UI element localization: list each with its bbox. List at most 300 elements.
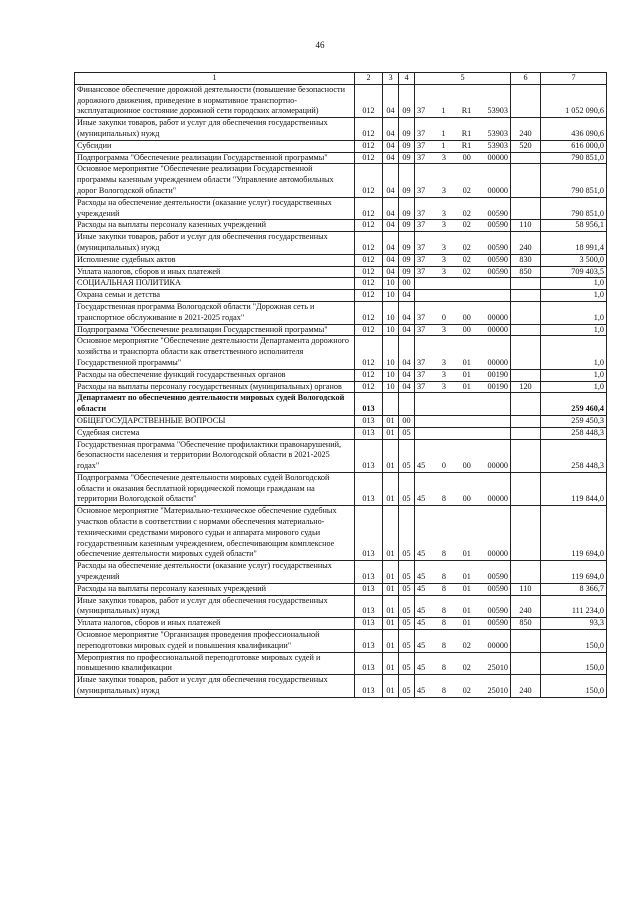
row-podrazdel: 09 bbox=[399, 152, 415, 164]
row-podrazdel: 05 bbox=[399, 439, 415, 472]
row-expense-type bbox=[511, 472, 541, 505]
row-sum: 150,0 bbox=[541, 630, 607, 653]
target-article-part: 8 bbox=[441, 686, 446, 696]
row-target-article bbox=[415, 84, 511, 117]
row-razdel: 01 bbox=[383, 415, 399, 427]
row-podrazdel: 04 bbox=[399, 324, 415, 336]
row-podrazdel: 04 bbox=[399, 290, 415, 302]
row-name: Расходы на обеспечение деятельности (оказание услуг) государственных учреждений bbox=[75, 197, 355, 220]
target-article-part: 02 bbox=[462, 266, 471, 276]
target-article-part: 3 bbox=[441, 208, 446, 218]
row-razdel: 04 bbox=[383, 84, 399, 117]
row-name: Расходы на выплаты персоналу государственных (муниципальных) органов bbox=[75, 381, 355, 393]
row-podrazdel: 05 bbox=[399, 583, 415, 595]
row-razdel: 04 bbox=[383, 232, 399, 255]
row-expense-type bbox=[511, 393, 541, 416]
target-article-part: 02 bbox=[462, 254, 471, 264]
row-podrazdel: 05 bbox=[399, 630, 415, 653]
row-razdel: 10 bbox=[383, 290, 399, 302]
row-expense-type bbox=[511, 369, 541, 381]
target-article-part: 00 bbox=[462, 312, 471, 322]
target-article-part: 01 bbox=[462, 357, 471, 367]
row-sum: 709 403,5 bbox=[541, 266, 607, 278]
row-ved: 013 bbox=[355, 393, 383, 416]
row-ved: 012 bbox=[355, 324, 383, 336]
row-razdel: 04 bbox=[383, 140, 399, 152]
row-ved: 012 bbox=[355, 381, 383, 393]
target-article-part: 1 bbox=[441, 128, 446, 138]
row-target-article bbox=[415, 220, 511, 232]
target-article-part: 00590 bbox=[487, 572, 508, 582]
target-article-part: 00590 bbox=[487, 266, 508, 276]
row-expense-type bbox=[511, 506, 541, 561]
table-row bbox=[75, 266, 607, 278]
target-article-part: 37 bbox=[417, 152, 426, 162]
header-cell: 7 bbox=[541, 73, 607, 85]
row-name: Субсидии bbox=[75, 140, 355, 152]
target-article-part: 02 bbox=[462, 185, 471, 195]
table-row bbox=[75, 336, 607, 369]
target-article-part: 02 bbox=[462, 686, 471, 696]
target-article-part: 00 bbox=[462, 461, 471, 471]
row-expense-type: 520 bbox=[511, 140, 541, 152]
row-name: Государственная программа Вологодской области "Дорожная сеть и транспортное обслуживание в 2021-2025 годах" bbox=[75, 301, 355, 324]
row-podrazdel: 05 bbox=[399, 427, 415, 439]
row-sum: 3 500,0 bbox=[541, 254, 607, 266]
target-article-part: 00000 bbox=[487, 312, 508, 322]
row-razdel: 10 bbox=[383, 324, 399, 336]
row-name: Уплата налогов, сборов и иных платежей bbox=[75, 266, 355, 278]
target-article-part: 01 bbox=[462, 369, 471, 379]
target-article-part: 8 bbox=[441, 640, 446, 650]
target-article-part: 25010 bbox=[487, 663, 508, 673]
row-target-article bbox=[415, 369, 511, 381]
target-article-part: 45 bbox=[417, 549, 426, 559]
target-article-part: 3 bbox=[441, 242, 446, 252]
row-expense-type bbox=[511, 630, 541, 653]
table-row bbox=[75, 369, 607, 381]
row-podrazdel: 09 bbox=[399, 164, 415, 197]
table-row bbox=[75, 439, 607, 472]
row-podrazdel: 09 bbox=[399, 140, 415, 152]
row-target-article bbox=[415, 278, 511, 290]
target-article-part: 45 bbox=[417, 461, 426, 471]
row-razdel: 10 bbox=[383, 381, 399, 393]
row-sum: 150,0 bbox=[541, 652, 607, 675]
target-article-part: 00 bbox=[462, 324, 471, 334]
target-article-part: 45 bbox=[417, 618, 426, 628]
target-article-part: 37 bbox=[417, 220, 426, 230]
row-name: Департамент по обеспечению деятельности мировых судей Вологодской области bbox=[75, 393, 355, 416]
target-article-part: 8 bbox=[441, 583, 446, 593]
target-article-part: 53903 bbox=[487, 106, 508, 116]
row-sum: 790 851,0 bbox=[541, 152, 607, 164]
row-ved: 013 bbox=[355, 618, 383, 630]
target-article-part: 53903 bbox=[487, 128, 508, 138]
row-razdel: 01 bbox=[383, 618, 399, 630]
target-article-part: 37 bbox=[417, 140, 426, 150]
row-razdel: 01 bbox=[383, 652, 399, 675]
target-article-part: 01 bbox=[462, 618, 471, 628]
row-expense-type bbox=[511, 301, 541, 324]
row-podrazdel: 05 bbox=[399, 561, 415, 584]
header-cell: 2 bbox=[355, 73, 383, 85]
row-podrazdel: 09 bbox=[399, 220, 415, 232]
row-target-article bbox=[415, 140, 511, 152]
row-name: Подпрограмма "Обеспечение деятельности мировых судей Вологодской области и оказания бесплатной юридической помощи гражданам на территории Вологодской области" bbox=[75, 472, 355, 505]
row-sum: 259 460,4 bbox=[541, 393, 607, 416]
table-row bbox=[75, 583, 607, 595]
row-sum: 58 956,1 bbox=[541, 220, 607, 232]
row-name: ОБЩЕГОСУДАРСТВЕННЫЕ ВОПРОСЫ bbox=[75, 415, 355, 427]
table-row bbox=[75, 630, 607, 653]
header-cell: 4 bbox=[399, 73, 415, 85]
row-razdel: 04 bbox=[383, 152, 399, 164]
row-podrazdel: 00 bbox=[399, 278, 415, 290]
table-row bbox=[75, 595, 607, 618]
row-expense-type: 850 bbox=[511, 266, 541, 278]
row-target-article bbox=[415, 561, 511, 584]
target-article-part: 00000 bbox=[487, 549, 508, 559]
row-expense-type bbox=[511, 324, 541, 336]
row-sum: 1,0 bbox=[541, 324, 607, 336]
row-target-article bbox=[415, 506, 511, 561]
target-article-part: 00190 bbox=[487, 381, 508, 391]
row-razdel: 01 bbox=[383, 630, 399, 653]
row-target-article bbox=[415, 675, 511, 698]
row-target-article bbox=[415, 118, 511, 141]
target-article-part: 02 bbox=[462, 640, 471, 650]
target-article-part: 00190 bbox=[487, 369, 508, 379]
row-expense-type: 240 bbox=[511, 595, 541, 618]
row-expense-type: 110 bbox=[511, 583, 541, 595]
row-ved: 012 bbox=[355, 254, 383, 266]
table-row bbox=[75, 675, 607, 698]
row-expense-type bbox=[511, 197, 541, 220]
table-row bbox=[75, 472, 607, 505]
header-cell: 5 bbox=[415, 73, 511, 85]
target-article-part: 00590 bbox=[487, 208, 508, 218]
target-article-part: 3 bbox=[441, 152, 446, 162]
target-article-part: 3 bbox=[441, 266, 446, 276]
row-name: СОЦИАЛЬНАЯ ПОЛИТИКА bbox=[75, 278, 355, 290]
row-podrazdel: 09 bbox=[399, 254, 415, 266]
row-ved: 012 bbox=[355, 301, 383, 324]
row-podrazdel bbox=[399, 393, 415, 416]
row-sum: 93,3 bbox=[541, 618, 607, 630]
row-razdel: 01 bbox=[383, 675, 399, 698]
table-row bbox=[75, 427, 607, 439]
table-row bbox=[75, 232, 607, 255]
row-sum: 790 851,0 bbox=[541, 164, 607, 197]
target-article-part: 45 bbox=[417, 663, 426, 673]
row-name: Мероприятия по профессиональной переподготовке мировых судей и повышению квалификации bbox=[75, 652, 355, 675]
target-article-part: 37 bbox=[417, 242, 426, 252]
target-article-part: R1 bbox=[461, 128, 472, 138]
row-ved: 013 bbox=[355, 561, 383, 584]
target-article-part: 45 bbox=[417, 494, 426, 504]
row-podrazdel: 05 bbox=[399, 506, 415, 561]
row-razdel: 04 bbox=[383, 197, 399, 220]
row-target-article bbox=[415, 381, 511, 393]
row-razdel: 10 bbox=[383, 278, 399, 290]
row-expense-type: 110 bbox=[511, 220, 541, 232]
target-article-part: 00000 bbox=[487, 357, 508, 367]
row-ved: 013 bbox=[355, 506, 383, 561]
row-expense-type bbox=[511, 652, 541, 675]
row-name: Подпрограмма "Обеспечение реализации Государственной программы" bbox=[75, 152, 355, 164]
target-article-part: 00000 bbox=[487, 461, 508, 471]
target-article-part: 37 bbox=[417, 381, 426, 391]
row-name: Иные закупки товаров, работ и услуг для обеспечения государственных (муниципальных) нужд bbox=[75, 595, 355, 618]
row-target-article bbox=[415, 301, 511, 324]
row-name: Расходы на выплаты персоналу казенных учреждений bbox=[75, 220, 355, 232]
table-row bbox=[75, 278, 607, 290]
row-expense-type bbox=[511, 164, 541, 197]
target-article-part: 53903 bbox=[487, 140, 508, 150]
row-podrazdel: 04 bbox=[399, 381, 415, 393]
row-podrazdel: 09 bbox=[399, 232, 415, 255]
target-article-part: 00 bbox=[462, 152, 471, 162]
target-article-part: 45 bbox=[417, 583, 426, 593]
row-sum: 1,0 bbox=[541, 278, 607, 290]
row-target-article bbox=[415, 439, 511, 472]
row-razdel: 01 bbox=[383, 472, 399, 505]
row-podrazdel: 05 bbox=[399, 472, 415, 505]
row-razdel: 01 bbox=[383, 439, 399, 472]
target-article-part: 3 bbox=[441, 357, 446, 367]
row-name: Государственная программа "Обеспечение профилактики правонарушений, безопасности населения и территории Вологодской области в 2021-2025 годах" bbox=[75, 439, 355, 472]
row-target-article bbox=[415, 324, 511, 336]
row-ved: 012 bbox=[355, 369, 383, 381]
target-article-part: 0 bbox=[441, 461, 446, 471]
row-podrazdel: 09 bbox=[399, 84, 415, 117]
table-row bbox=[75, 652, 607, 675]
row-expense-type bbox=[511, 439, 541, 472]
row-sum: 1,0 bbox=[541, 301, 607, 324]
table-row bbox=[75, 118, 607, 141]
row-ved: 012 bbox=[355, 164, 383, 197]
target-article-part: 02 bbox=[462, 663, 471, 673]
row-name: Расходы на обеспечение функций государственных органов bbox=[75, 369, 355, 381]
row-name: Основное мероприятие "Материально-техническое обеспечение судебных участков области в соответствии с нормами обеспечения материально-техническими средствами мирового судьи и аппарата мирового судьи государственным казенным учреждением, обеспечивающим комплексное обеспечение деятельности мировых судей области" bbox=[75, 506, 355, 561]
target-article-part: 45 bbox=[417, 572, 426, 582]
target-article-part: 8 bbox=[441, 549, 446, 559]
table-row bbox=[75, 301, 607, 324]
target-article-part: 8 bbox=[441, 618, 446, 628]
target-article-part: 00000 bbox=[487, 494, 508, 504]
row-podrazdel: 05 bbox=[399, 652, 415, 675]
target-article-part: 37 bbox=[417, 185, 426, 195]
row-expense-type: 240 bbox=[511, 118, 541, 141]
row-expense-type bbox=[511, 290, 541, 302]
target-article-part: 37 bbox=[417, 324, 426, 334]
row-podrazdel: 00 bbox=[399, 415, 415, 427]
row-target-article bbox=[415, 393, 511, 416]
row-expense-type: 240 bbox=[511, 675, 541, 698]
row-name: Финансовое обеспечение дорожной деятельности (повышение безопасности дорожного движения, приведение в нормативное транспортно-эксплуатационное состояние дорожной сети городских агломераций) bbox=[75, 84, 355, 117]
header-cell: 1 bbox=[75, 73, 355, 85]
target-article-part: 00590 bbox=[487, 254, 508, 264]
row-razdel: 04 bbox=[383, 254, 399, 266]
row-ved: 013 bbox=[355, 415, 383, 427]
table-row bbox=[75, 561, 607, 584]
target-article-part: 8 bbox=[441, 494, 446, 504]
row-sum: 1 052 090,6 bbox=[541, 84, 607, 117]
target-article-part: 3 bbox=[441, 185, 446, 195]
header-row bbox=[75, 73, 607, 85]
target-article-part: 02 bbox=[462, 220, 471, 230]
row-razdel: 10 bbox=[383, 336, 399, 369]
row-expense-type: 830 bbox=[511, 254, 541, 266]
row-ved: 013 bbox=[355, 472, 383, 505]
row-ved: 012 bbox=[355, 152, 383, 164]
row-ved: 013 bbox=[355, 630, 383, 653]
row-razdel: 04 bbox=[383, 164, 399, 197]
target-article-part: 00000 bbox=[487, 152, 508, 162]
target-article-part: 01 bbox=[462, 572, 471, 582]
row-target-article bbox=[415, 152, 511, 164]
target-article-part: 8 bbox=[441, 663, 446, 673]
target-article-part: 45 bbox=[417, 686, 426, 696]
row-ved: 012 bbox=[355, 84, 383, 117]
row-razdel: 10 bbox=[383, 301, 399, 324]
target-article-part: R1 bbox=[461, 106, 472, 116]
row-ved: 013 bbox=[355, 427, 383, 439]
row-razdel: 04 bbox=[383, 118, 399, 141]
target-article-part: 37 bbox=[417, 128, 426, 138]
target-article-part: 1 bbox=[441, 140, 446, 150]
row-target-article bbox=[415, 595, 511, 618]
row-sum: 1,0 bbox=[541, 336, 607, 369]
row-ved: 013 bbox=[355, 652, 383, 675]
target-article-part: 8 bbox=[441, 572, 446, 582]
row-ved: 012 bbox=[355, 278, 383, 290]
row-razdel: 10 bbox=[383, 369, 399, 381]
row-podrazdel: 09 bbox=[399, 197, 415, 220]
row-ved: 012 bbox=[355, 266, 383, 278]
row-name: Основное мероприятие "Обеспечение реализации Государственной программы казенным учреждением области "Управление автомобильных дорог Вологодской области" bbox=[75, 164, 355, 197]
target-article-part: 25010 bbox=[487, 686, 508, 696]
row-razdel: 01 bbox=[383, 595, 399, 618]
row-expense-type: 120 bbox=[511, 381, 541, 393]
table-row bbox=[75, 164, 607, 197]
row-target-article bbox=[415, 232, 511, 255]
table-row bbox=[75, 618, 607, 630]
row-sum: 111 234,0 bbox=[541, 595, 607, 618]
target-article-part: 00000 bbox=[487, 640, 508, 650]
row-target-article bbox=[415, 427, 511, 439]
row-target-article bbox=[415, 197, 511, 220]
row-name: Охрана семьи и детства bbox=[75, 290, 355, 302]
row-name: Основное мероприятие "Обеспечение деятельности Департамента дорожного хозяйства и транспорта области как ответственного исполнителя Государственной программы" bbox=[75, 336, 355, 369]
target-article-part: 00590 bbox=[487, 618, 508, 628]
row-ved: 012 bbox=[355, 118, 383, 141]
row-ved: 012 bbox=[355, 336, 383, 369]
target-article-part: 02 bbox=[462, 208, 471, 218]
target-article-part: 3 bbox=[441, 369, 446, 379]
row-sum: 258 448,3 bbox=[541, 427, 607, 439]
target-article-part: 00590 bbox=[487, 242, 508, 252]
row-podrazdel: 05 bbox=[399, 618, 415, 630]
row-target-article bbox=[415, 472, 511, 505]
row-sum: 790 851,0 bbox=[541, 197, 607, 220]
row-name: Расходы на выплаты персоналу казенных учреждений bbox=[75, 583, 355, 595]
row-podrazdel: 05 bbox=[399, 595, 415, 618]
row-razdel: 01 bbox=[383, 583, 399, 595]
target-article-part: 00000 bbox=[487, 324, 508, 334]
page-number: 46 bbox=[315, 40, 325, 50]
row-expense-type bbox=[511, 415, 541, 427]
row-sum: 436 090,6 bbox=[541, 118, 607, 141]
target-article-part: 00590 bbox=[487, 583, 508, 593]
table-row bbox=[75, 290, 607, 302]
row-razdel bbox=[383, 393, 399, 416]
target-article-part: 01 bbox=[462, 381, 471, 391]
row-target-article bbox=[415, 254, 511, 266]
table-row bbox=[75, 84, 607, 117]
row-target-article bbox=[415, 618, 511, 630]
target-article-part: 3 bbox=[441, 324, 446, 334]
row-name: Иные закупки товаров, работ и услуг для обеспечения государственных (муниципальных) нужд bbox=[75, 675, 355, 698]
table-row bbox=[75, 506, 607, 561]
target-article-part: 02 bbox=[462, 242, 471, 252]
target-article-part: 00 bbox=[462, 494, 471, 504]
target-article-part: 3 bbox=[441, 254, 446, 264]
row-razdel: 04 bbox=[383, 266, 399, 278]
table-row bbox=[75, 415, 607, 427]
target-article-part: 1 bbox=[441, 106, 446, 116]
row-target-article bbox=[415, 415, 511, 427]
row-target-article bbox=[415, 266, 511, 278]
row-expense-type bbox=[511, 152, 541, 164]
row-expense-type bbox=[511, 427, 541, 439]
row-name: Подпрограмма "Обеспечение реализации Государственной программы" bbox=[75, 324, 355, 336]
row-expense-type bbox=[511, 561, 541, 584]
row-ved: 012 bbox=[355, 232, 383, 255]
row-target-article bbox=[415, 583, 511, 595]
row-ved: 013 bbox=[355, 595, 383, 618]
target-article-part: R1 bbox=[461, 140, 472, 150]
row-sum: 119 694,0 bbox=[541, 506, 607, 561]
row-expense-type bbox=[511, 84, 541, 117]
table-row bbox=[75, 140, 607, 152]
header-cell: 6 bbox=[511, 73, 541, 85]
target-article-part: 00590 bbox=[487, 220, 508, 230]
row-target-article bbox=[415, 630, 511, 653]
row-name: Судебная система bbox=[75, 427, 355, 439]
target-article-part: 8 bbox=[441, 606, 446, 616]
row-target-article bbox=[415, 164, 511, 197]
target-article-part: 01 bbox=[462, 583, 471, 593]
row-sum: 258 448,3 bbox=[541, 439, 607, 472]
target-article-part: 00000 bbox=[487, 185, 508, 195]
target-article-part: 01 bbox=[462, 549, 471, 559]
row-sum: 1,0 bbox=[541, 369, 607, 381]
row-ved: 012 bbox=[355, 197, 383, 220]
row-podrazdel: 09 bbox=[399, 266, 415, 278]
row-sum: 18 991,4 bbox=[541, 232, 607, 255]
row-ved: 013 bbox=[355, 439, 383, 472]
target-article-part: 0 bbox=[441, 312, 446, 322]
row-podrazdel: 05 bbox=[399, 675, 415, 698]
row-sum: 119 694,0 bbox=[541, 561, 607, 584]
target-article-part: 37 bbox=[417, 369, 426, 379]
table-row bbox=[75, 393, 607, 416]
target-article-part: 01 bbox=[462, 606, 471, 616]
row-podrazdel: 09 bbox=[399, 118, 415, 141]
target-article-part: 45 bbox=[417, 640, 426, 650]
